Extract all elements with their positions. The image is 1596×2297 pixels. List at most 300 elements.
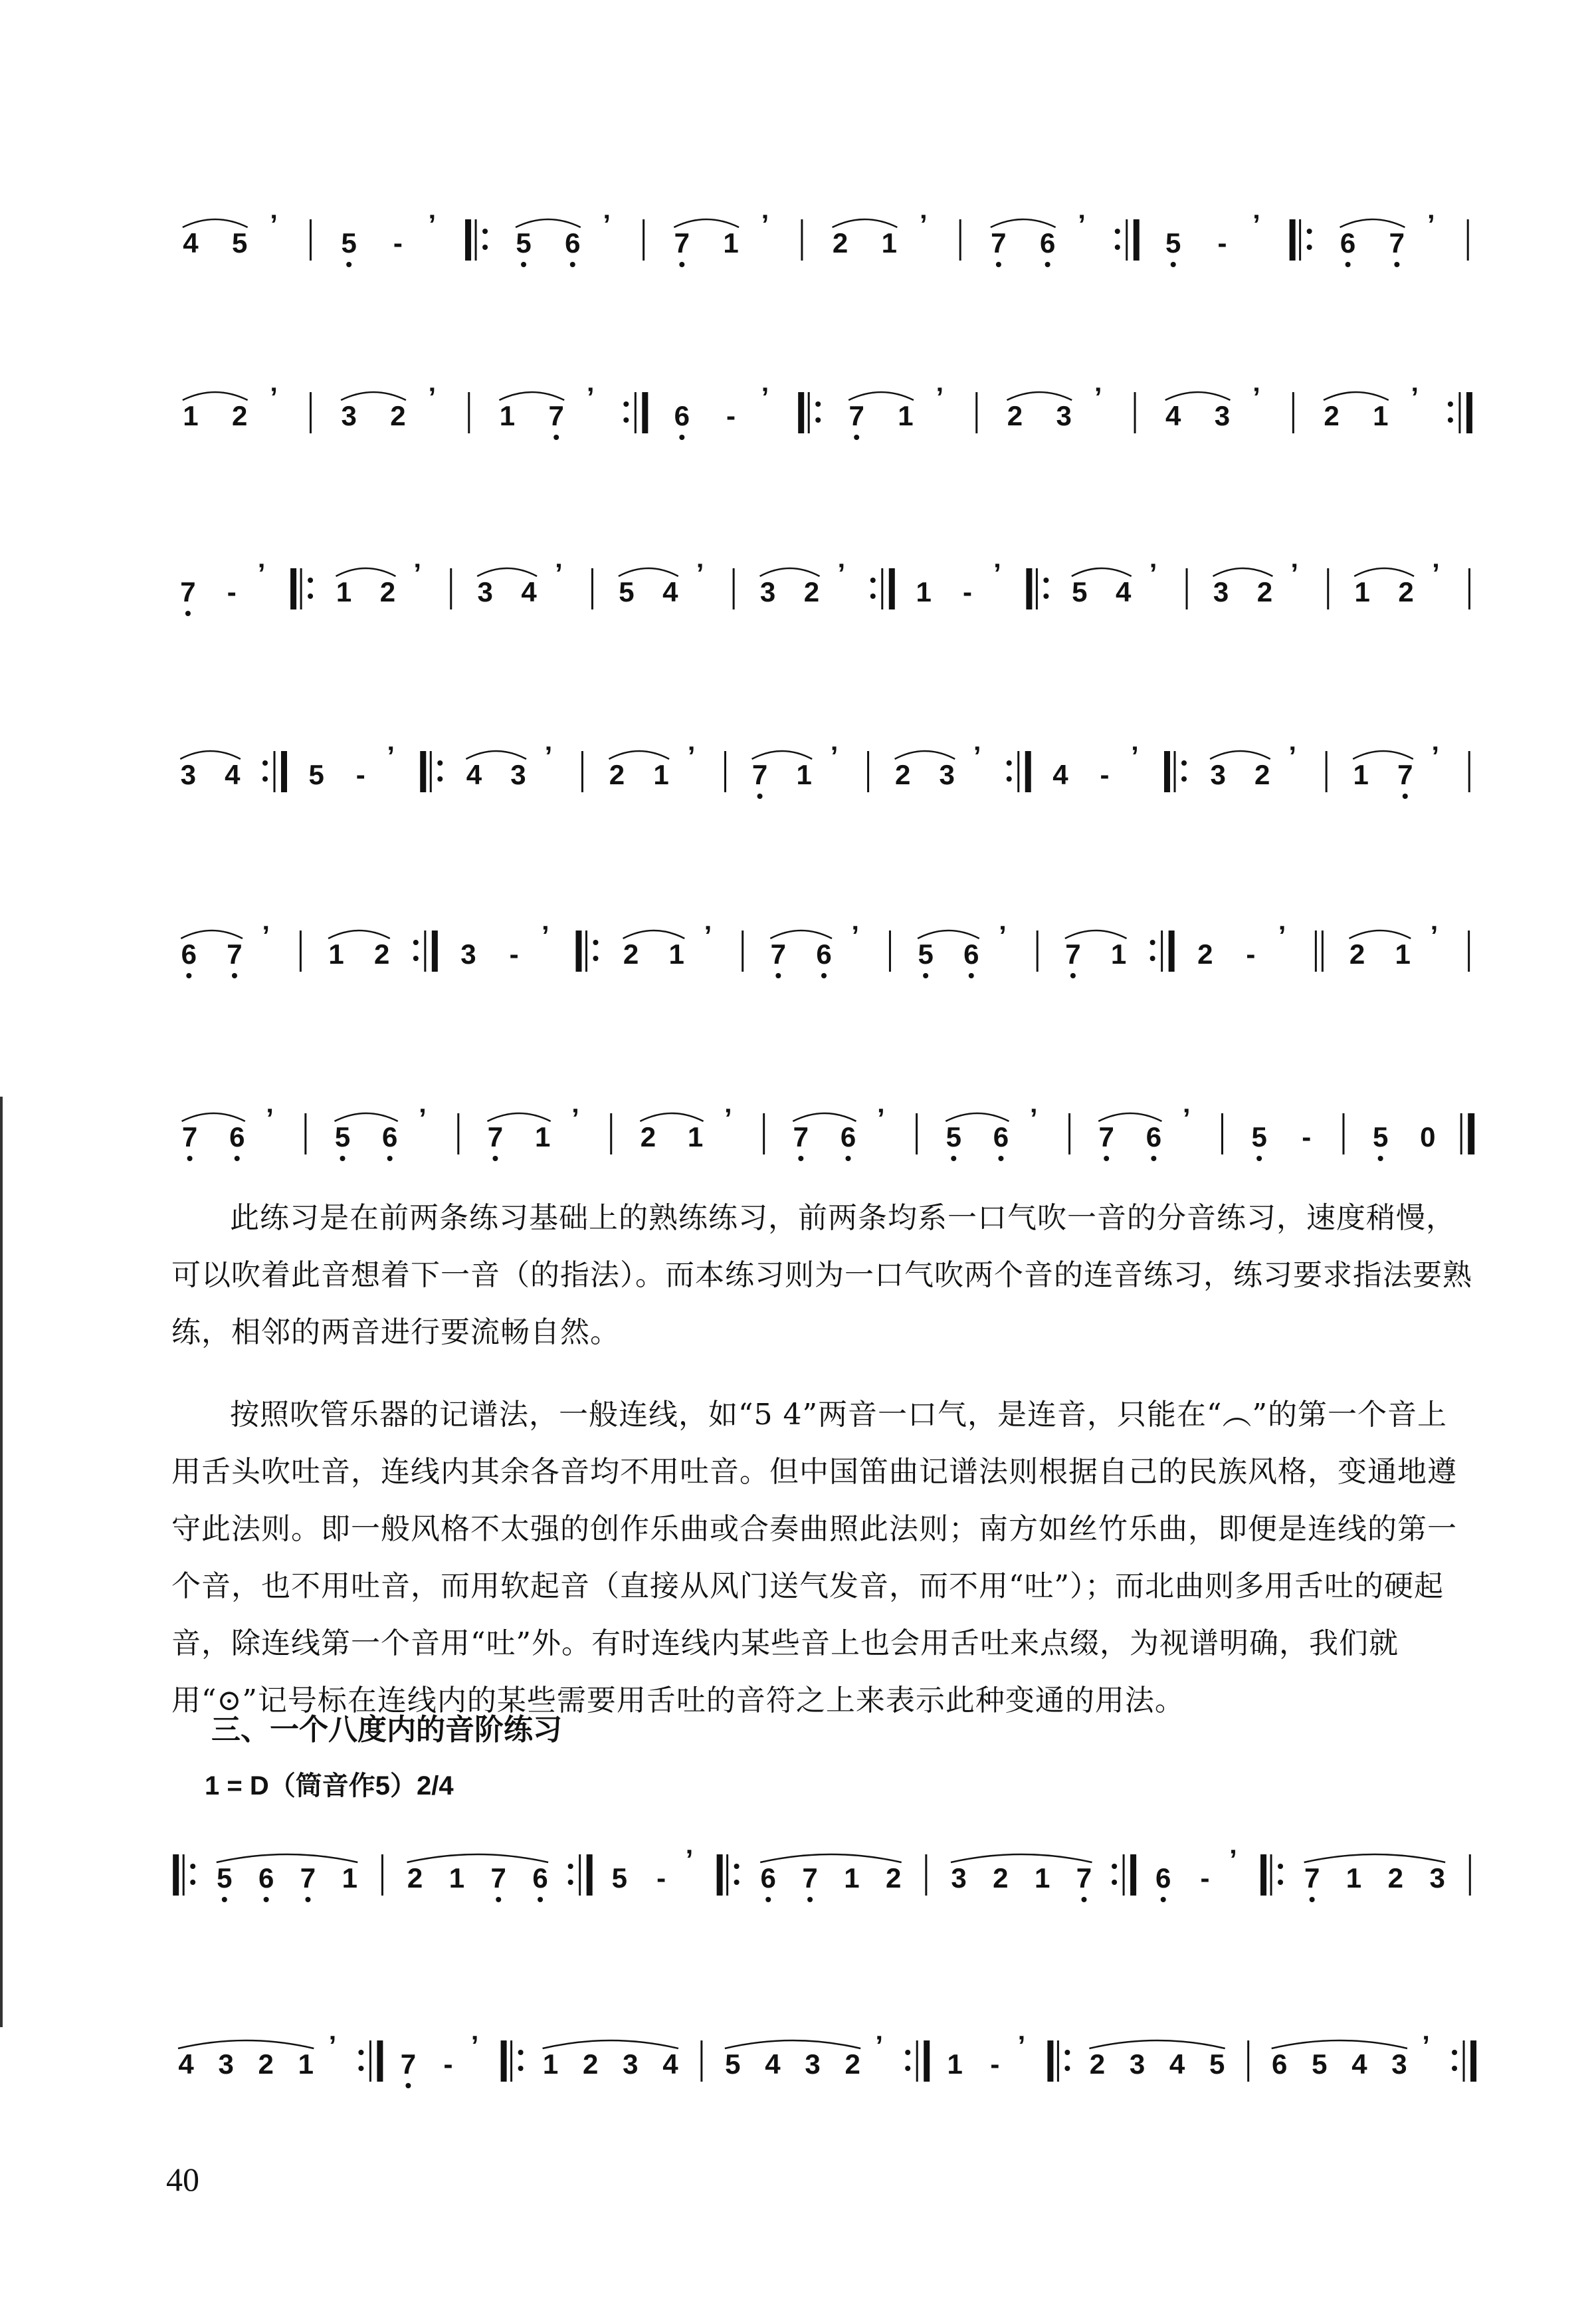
repeat-dot: [815, 401, 821, 407]
slur: [640, 1113, 703, 1121]
slur: [178, 2040, 314, 2048]
note: 3: [951, 1862, 967, 1894]
octave-dot: [570, 262, 575, 267]
slur: [336, 568, 396, 576]
note: 1: [844, 1862, 860, 1894]
note: 4: [521, 576, 537, 607]
note: 5: [611, 1862, 627, 1894]
slur: [1065, 930, 1127, 938]
note: 2: [374, 938, 390, 970]
repeat-end-thick: [1470, 2040, 1476, 2082]
repeat-dot: [1150, 956, 1155, 961]
repeat-dot: [734, 1880, 740, 1885]
repeat-dot: [870, 594, 876, 599]
slur: [770, 930, 832, 938]
note: 7: [1304, 1862, 1320, 1894]
repeat-dot: [593, 956, 598, 961]
breath-mark: ’: [555, 558, 563, 589]
breath-mark: ’: [999, 920, 1007, 951]
breath-mark: ’: [603, 209, 611, 240]
repeat-dot: [1112, 1880, 1117, 1885]
breath-mark: ’: [470, 2030, 479, 2061]
note: 2: [640, 1121, 656, 1152]
score-row-7: [166, 1834, 1482, 1934]
note: 2: [1254, 759, 1270, 790]
note: 2: [803, 576, 820, 607]
repeat-dot: [1452, 2066, 1457, 2071]
octave-dot: [757, 794, 763, 799]
slur: [1213, 568, 1273, 576]
repeat-start-thick: [290, 568, 296, 609]
repeat-start-thick: [1164, 751, 1170, 792]
key-signature: 1 = D（筒音作5）2/4: [205, 1771, 454, 1801]
note: 1: [1395, 938, 1411, 970]
note: 3: [180, 759, 196, 790]
body-text: [171, 1190, 1474, 1755]
slur: [181, 930, 243, 938]
octave-dot: [222, 1897, 227, 1902]
note: 2: [583, 2048, 599, 2080]
breath-mark: ’: [387, 740, 395, 772]
repeat-dot: [1064, 2050, 1070, 2055]
note: 6: [816, 938, 832, 970]
note: 1: [449, 1862, 465, 1894]
octave-dot: [1045, 262, 1050, 267]
octave-dot: [187, 1156, 193, 1161]
octave-dot: [496, 1897, 501, 1902]
breath-mark: ’: [1149, 558, 1157, 589]
slur: [1324, 392, 1389, 400]
repeat-dot: [1115, 229, 1120, 234]
note: 2: [1089, 2048, 1106, 2080]
breath-mark: ’: [262, 920, 270, 951]
repeat-end-thick: [281, 751, 287, 792]
note: 2: [407, 1862, 423, 1894]
repeat-end-thick: [1169, 930, 1175, 972]
slur: [725, 2040, 860, 2048]
note: -: [227, 576, 237, 607]
breath-mark: ’: [1411, 382, 1419, 413]
note: 4: [1052, 759, 1068, 790]
breath-mark: ’: [1290, 558, 1299, 589]
repeat-dot: [1452, 2050, 1457, 2055]
note: 3: [218, 2048, 234, 2080]
repeat-dot: [1043, 578, 1048, 583]
note: 6: [1155, 1862, 1171, 1894]
note: 2: [1007, 400, 1023, 431]
octave-dot: [521, 262, 526, 267]
slur: [1272, 2040, 1407, 2048]
breath-mark: ’: [837, 558, 846, 589]
slur: [543, 2040, 678, 2048]
note: 5: [1209, 2048, 1225, 2080]
slur: [895, 751, 955, 759]
slur: [335, 1113, 398, 1121]
note: 2: [1387, 1862, 1403, 1894]
paragraph-2: 按照吹管乐器的记谱法，一般连线，如“5 4”两音一口气，是连音，只能在“︵”的第一个音上用舌头吹吐音，连线内其余各音均不用吐音。但中国笛曲记谱法则根据自己的民族风格，变通地遵守此法则。即一般风格不太强的创作乐曲或合奏曲照此法则；南方如丝竹乐曲，即便是连线的第一个音，也不用吐音，而用软起音（直接从风门送气发音，而不用“吐”）；而北曲则多用舌吐的硬起音，除连线第一个音用“吐”外。有时连线内某些音上也会用舌吐来点缀，为视谱明确，我们就用“⊙”记号标在连线内的某些需要用舌吐的音符之上来表示此种变通的用法。: [171, 1398, 1457, 1717]
repeat-end-thick: [1466, 392, 1472, 433]
octave-dot: [1151, 1156, 1156, 1161]
note: 6: [181, 938, 197, 970]
octave-dot: [998, 1156, 1003, 1161]
repeat-dot: [262, 760, 268, 766]
note: 1: [898, 400, 914, 431]
repeat-end-thick: [377, 2040, 383, 2082]
note: -: [443, 2048, 453, 2080]
score-row-5: [166, 911, 1482, 1010]
breath-mark: ’: [851, 920, 860, 951]
breath-mark: ’: [1229, 1844, 1237, 1875]
slur: [918, 930, 979, 938]
note: 2: [390, 400, 406, 431]
repeat-start-thick: [798, 392, 804, 433]
repeat-dot: [262, 776, 268, 782]
score-row-svg: [166, 731, 1482, 831]
repeat-start-thick: [465, 219, 471, 261]
score-row-svg: [166, 1093, 1482, 1193]
slur: [516, 219, 581, 227]
note: 1: [796, 759, 812, 790]
slur: [793, 1113, 856, 1121]
breath-mark: ’: [1278, 920, 1286, 951]
note: 4: [466, 759, 482, 790]
repeat-start-thick: [1260, 1854, 1266, 1896]
repeat-dot: [308, 578, 313, 583]
repeat-dot: [437, 760, 443, 766]
note: 7: [802, 1862, 818, 1894]
note: 1: [881, 227, 898, 259]
score-row-svg: [166, 372, 1482, 472]
slur: [1354, 568, 1414, 576]
note: 3: [1210, 759, 1226, 790]
slur: [760, 568, 820, 576]
note: 3: [805, 2048, 821, 2080]
repeat-dot: [623, 417, 629, 423]
breath-mark: ’: [1182, 1103, 1191, 1134]
octave-dot: [405, 2083, 411, 2088]
note: -: [1100, 759, 1110, 790]
final-bar-thick: [1468, 1113, 1474, 1154]
note: 5: [516, 227, 532, 259]
octave-dot: [798, 1156, 803, 1161]
note: 2: [623, 938, 639, 970]
score-row-4: [166, 731, 1482, 831]
note: 1: [342, 1862, 357, 1894]
note: 5: [918, 938, 934, 970]
slur: [1304, 1854, 1445, 1862]
slur: [991, 219, 1056, 227]
note: 2: [993, 1862, 1009, 1894]
score-row-8: [166, 2021, 1482, 2120]
note: 7: [674, 227, 690, 259]
octave-dot: [492, 1156, 498, 1161]
breath-mark: ’: [1431, 740, 1440, 772]
note: 4: [662, 2048, 678, 2080]
note: 5: [334, 1121, 351, 1152]
repeat-dot: [518, 2066, 524, 2071]
breath-mark: ’: [876, 1103, 885, 1134]
octave-dot: [1403, 794, 1408, 799]
slur: [1349, 930, 1411, 938]
note: 7: [1397, 759, 1413, 790]
note: 2: [832, 227, 848, 259]
repeat-dot: [358, 2066, 363, 2071]
note: 5: [1251, 1121, 1267, 1152]
note: 3: [1429, 1862, 1445, 1894]
note: 7: [487, 1121, 504, 1152]
note: 5: [231, 227, 248, 259]
note: 5: [1372, 1121, 1389, 1152]
note: 7: [180, 576, 196, 607]
repeat-end-thick: [1025, 751, 1031, 792]
note: 1: [542, 2048, 559, 2080]
octave-dot: [1104, 1156, 1109, 1161]
slur: [623, 930, 685, 938]
slur: [619, 568, 678, 576]
breath-mark: ’: [1029, 1103, 1038, 1134]
octave-dot: [553, 435, 559, 440]
note: -: [1200, 1862, 1210, 1894]
slur: [1089, 2040, 1225, 2048]
octave-dot: [845, 1156, 850, 1161]
paragraph-1: 此练习是在前两条练习基础上的熟练练习，前两条均系一口气吹一音的分音练习，速度稍慢，可以吹着此音想着下一音（的指法）。而本练习则为一口气吹两个音的连音练习，练习要求指法要熟练，相邻的两音进行要流畅自然。: [171, 1201, 1472, 1349]
breath-mark: ’: [685, 1844, 694, 1875]
repeat-end-thick: [1130, 1854, 1136, 1896]
note: 4: [1116, 576, 1132, 607]
note: 6: [1340, 227, 1356, 259]
note: -: [1302, 1121, 1312, 1152]
note: 3: [1056, 400, 1072, 431]
breath-mark: ’: [875, 2030, 884, 2061]
repeat-start-thick: [1026, 568, 1032, 609]
note: 2: [886, 1862, 902, 1894]
note: 6: [1272, 2048, 1288, 2080]
octave-dot: [1256, 1156, 1262, 1161]
note: -: [656, 1862, 666, 1894]
repeat-start-thick: [717, 1854, 723, 1896]
octave-dot: [679, 262, 684, 267]
octave-dot: [340, 1156, 346, 1161]
note: 7: [991, 227, 1007, 259]
breath-mark: ’: [696, 558, 704, 589]
breath-mark: ’: [586, 382, 595, 413]
breath-mark: ’: [266, 1103, 274, 1134]
breath-mark: ’: [428, 382, 437, 413]
octave-dot: [923, 973, 928, 978]
breath-mark: ’: [1094, 382, 1102, 413]
repeat-end-thick: [1134, 219, 1140, 261]
note: 1: [916, 576, 932, 607]
slur: [182, 1113, 245, 1121]
note: 4: [765, 2048, 781, 2080]
breath-mark: ’: [270, 382, 278, 413]
note: 5: [1072, 576, 1088, 607]
note: -: [355, 759, 365, 790]
repeat-dot: [734, 1864, 740, 1869]
slur: [477, 568, 537, 576]
note: 3: [460, 938, 476, 970]
slur: [946, 1113, 1009, 1121]
repeat-dot: [358, 2050, 363, 2055]
repeat-dot: [1007, 760, 1012, 766]
note: 7: [770, 938, 787, 970]
slur: [341, 392, 406, 400]
note: 2: [1324, 400, 1340, 431]
octave-dot: [1310, 1897, 1315, 1902]
octave-dot: [775, 973, 781, 978]
slur: [499, 392, 564, 400]
note: 4: [1165, 400, 1181, 431]
repeat-end-thick: [889, 568, 895, 609]
octave-dot: [232, 973, 237, 978]
note: 7: [548, 400, 564, 431]
note: 6: [258, 1862, 274, 1894]
note: 2: [1398, 576, 1414, 607]
repeat-dot: [905, 2050, 910, 2055]
note: 1: [653, 759, 669, 790]
note: 2: [379, 576, 396, 607]
repeat-start-thick: [1290, 219, 1296, 261]
repeat-dot: [593, 940, 598, 945]
note: -: [963, 576, 973, 607]
octave-dot: [235, 1156, 240, 1161]
note: 1: [534, 1121, 551, 1152]
repeat-dot: [1112, 1864, 1117, 1869]
repeat-dot: [1064, 2066, 1070, 2071]
note: 2: [1256, 576, 1273, 607]
note: 5: [725, 2048, 741, 2080]
repeat-end-thick: [924, 2040, 930, 2082]
note: 3: [1391, 2048, 1407, 2080]
repeat-dot: [1181, 776, 1187, 782]
note: 5: [1165, 227, 1181, 259]
slur: [183, 219, 248, 227]
note: 2: [609, 759, 625, 790]
breath-mark: ’: [724, 1103, 732, 1134]
slur: [1165, 392, 1231, 400]
repeat-dot: [1448, 401, 1453, 407]
repeat-start-thick: [173, 1854, 179, 1896]
slur: [1340, 219, 1405, 227]
octave-dot: [186, 973, 191, 978]
octave-dot: [264, 1897, 269, 1902]
octave-dot: [1394, 262, 1399, 267]
breath-mark: ’: [1432, 558, 1440, 589]
note: 7: [1065, 938, 1081, 970]
note: 2: [894, 759, 911, 790]
note: 5: [619, 576, 635, 607]
note: 3: [510, 759, 526, 790]
octave-dot: [305, 1897, 310, 1902]
repeat-dot: [1043, 594, 1048, 599]
note: 5: [341, 227, 357, 259]
slur: [466, 751, 526, 759]
note: 3: [1129, 2048, 1146, 2080]
breath-mark: ’: [1252, 382, 1260, 413]
octave-dot: [821, 973, 827, 978]
repeat-dot: [870, 578, 876, 583]
note: 7: [848, 400, 864, 431]
note: 5: [1312, 2048, 1328, 2080]
breath-mark: ’: [761, 209, 769, 240]
repeat-end-thick: [432, 930, 438, 972]
slur: [609, 751, 669, 759]
note: 6: [565, 227, 581, 259]
note: 7: [1098, 1121, 1114, 1152]
slur: [760, 1854, 901, 1862]
repeat-dot: [1278, 1864, 1283, 1869]
note: 1: [499, 400, 516, 431]
breath-mark: ’: [704, 920, 712, 951]
octave-dot: [996, 262, 1001, 267]
repeat-dot: [1115, 245, 1120, 250]
page-edge: [0, 1097, 3, 2027]
breath-mark: ’: [830, 740, 839, 772]
note: 7: [300, 1862, 316, 1894]
slur: [328, 930, 390, 938]
note: 4: [1351, 2048, 1367, 2080]
note: -: [509, 938, 519, 970]
slur: [674, 219, 739, 227]
score-row-3: [166, 548, 1482, 648]
note: 1: [1110, 938, 1127, 970]
note: 1: [1034, 1862, 1050, 1894]
repeat-dot: [1448, 417, 1453, 423]
slur: [1072, 568, 1132, 576]
repeat-dot: [1150, 940, 1155, 945]
slur: [217, 1854, 357, 1862]
repeat-end-thick: [587, 1854, 593, 1896]
breath-mark: ’: [1422, 2030, 1430, 2061]
note: 1: [336, 576, 352, 607]
note: 6: [963, 938, 979, 970]
repeat-start-thick: [420, 751, 426, 792]
slur: [180, 751, 241, 759]
slur: [951, 1854, 1092, 1862]
score-row-svg: [166, 911, 1482, 1010]
breath-mark: ’: [544, 740, 553, 772]
note: 1: [1353, 759, 1369, 790]
note: 0: [1420, 1121, 1436, 1152]
octave-dot: [951, 1156, 956, 1161]
score-row-svg: [166, 1834, 1482, 1934]
note: 3: [477, 576, 493, 607]
note: 6: [1039, 227, 1056, 259]
note: 3: [1214, 400, 1231, 431]
breath-mark: ’: [1288, 740, 1297, 772]
note: -: [1217, 227, 1227, 259]
octave-dot: [1161, 1897, 1166, 1902]
note: 6: [229, 1121, 245, 1152]
note: 5: [217, 1862, 233, 1894]
note: 5: [308, 759, 324, 790]
breath-mark: ’: [1131, 740, 1139, 772]
note: 6: [1146, 1121, 1162, 1152]
note: 1: [723, 227, 739, 259]
note: 1: [668, 938, 684, 970]
note: 2: [1197, 938, 1213, 970]
slur: [183, 392, 248, 400]
note: 6: [993, 1121, 1009, 1152]
octave-dot: [185, 611, 191, 616]
note: 6: [532, 1862, 548, 1894]
repeat-start-thick: [575, 930, 581, 972]
repeat-dot: [413, 956, 419, 961]
repeat-dot: [190, 1864, 195, 1869]
note: 3: [1213, 576, 1229, 607]
repeat-dot: [482, 229, 488, 234]
slur: [407, 1854, 548, 1862]
